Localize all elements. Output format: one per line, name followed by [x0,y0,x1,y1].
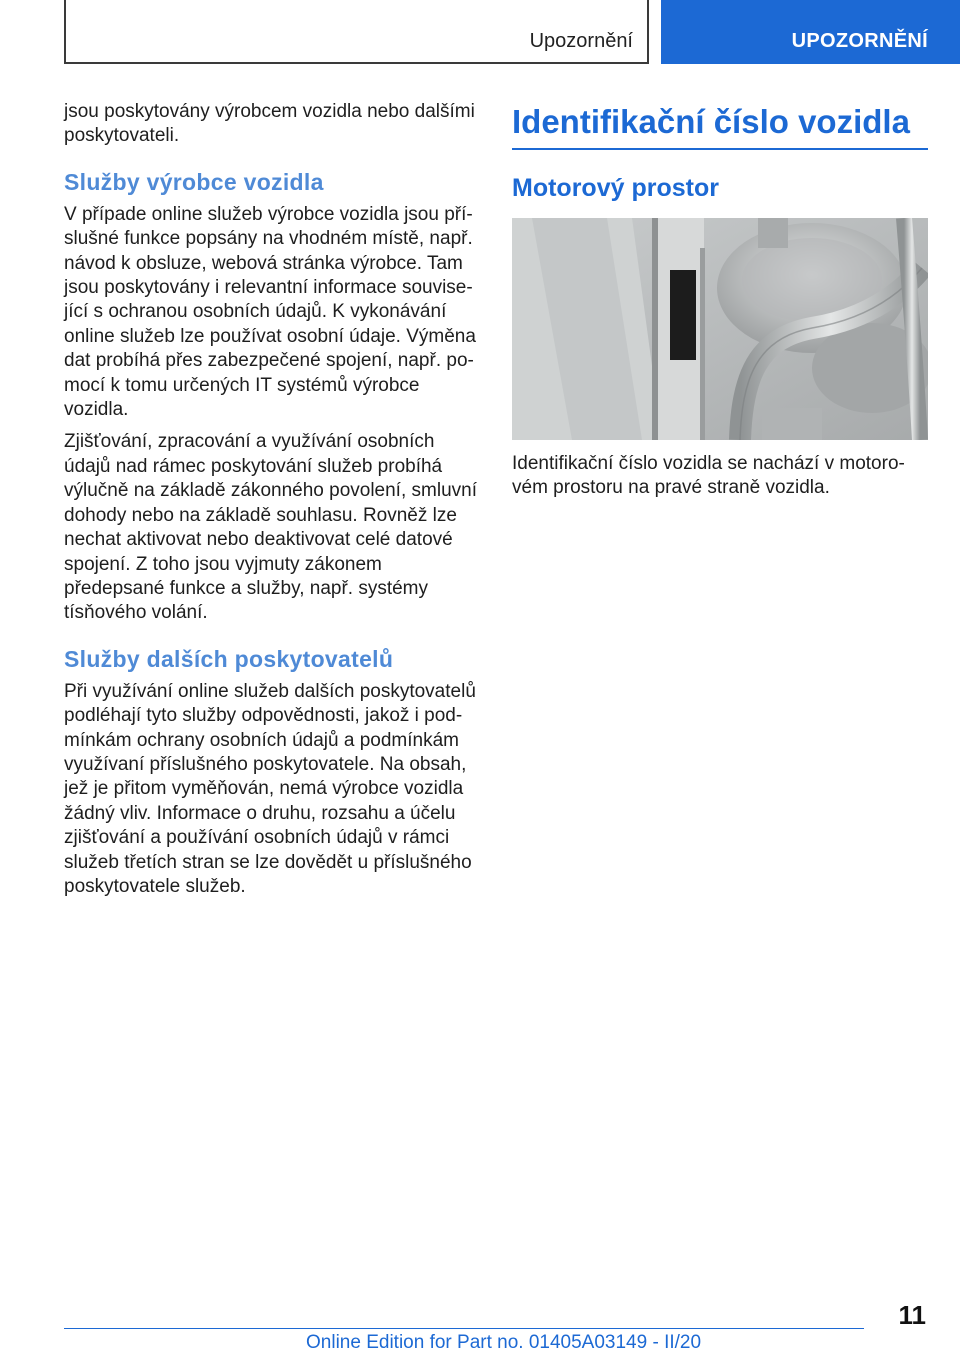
paragraph: V případe online služeb výrobce vozidla jsou příslušné funkce popsány na vhodném místě, např. návod k obsluze, webová stránka výrobce. Tam jsou poskytovány i relevantní informace související s ochranou osobních údajů. K vykonávání online služeb lze používat osobní údaje. Výměna dat probíhá přes zabezpečené spojení, např. pomocí k tomu určených IT systémů výrobce vozidla. [64,203,476,421]
page-number: 11 [898,1300,926,1330]
figure-caption: Identifikační číslo vozidla se nachází v motorovém prostoru na pravé straně vozidla. [512,453,905,499]
edition-note: Online Edition for Part no. 01405A03149 - II/20 [306,1332,702,1353]
header-chapter-tab[interactable] [661,0,960,64]
paragraph: Zjišťování, zpracování a využívání osobních údajů nad rámec poskytování služeb probíhá výlučně na základě zákonného povolení, smluvní dohody nebo na základě souhlasu. Rovněž lze nechat aktivovat nebo deaktivovat celé datové spojení. Z toho jsou vyjmuty zákonem předepsané funkce a služby, např. systémy tísňového volání. [64,431,477,624]
footer-divider [64,1328,864,1329]
intro-paragraph: jsou poskytovány výrobcem vozidla nebo dalšími poskytovateli. [64,101,475,147]
paragraph: Při využívání online služeb dalších poskytovatelů podléhají tyto služby odpovědnosti, jakož i podmínkám ochrany osobních údajů a podmínkám využívaní příslušného poskytovatele. Na obsah, jež je přitom vyměňován, nemá výrobce vozidla žádný vliv. Informace o druhu, rozsahu a účelu zjišťování a používání osobních údajů v rámci služeb třetích stran se lze dovědět u příslušného poskytovatele služeb. [64,680,476,897]
right-column [512,100,928,509]
engine-compartment-photo [512,218,928,440]
header-chapter-label: UPOZORNĚNÍ [791,30,928,52]
section-heading-third-party-services: Služby dalších poskytovatelů [64,645,394,672]
section-heading-manufacturer-services: Služby výrobce vozidla [64,168,324,195]
section-subtitle: Motorový prostor [512,174,719,202]
page-title: Identifikační číslo vozidla [512,100,928,150]
header-section-box [64,0,649,64]
left-column [64,100,484,907]
header-section-label: Upozornění [529,30,633,52]
